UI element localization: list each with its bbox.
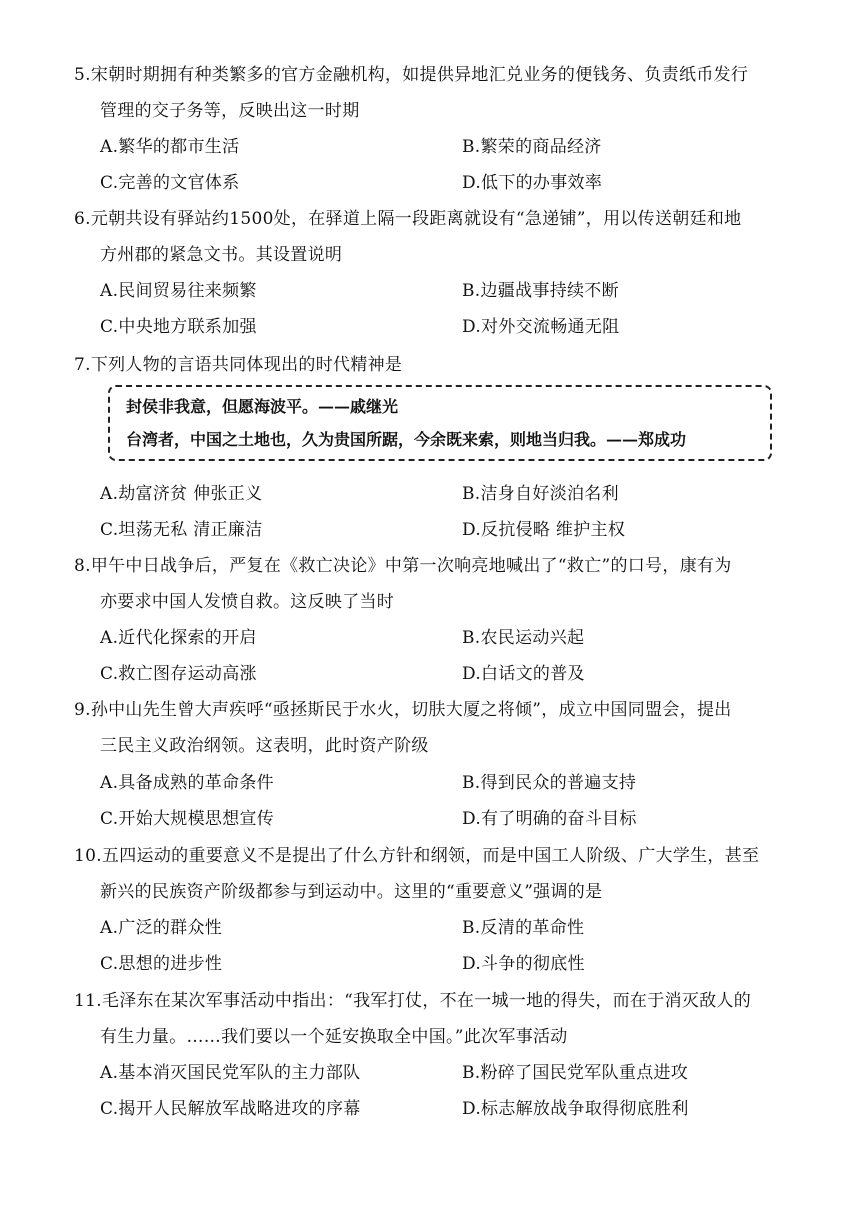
q5-option-a: A.繁华的都市生活 <box>100 137 240 157</box>
q6-option-d: D.对外交流畅通无阻 <box>462 317 620 337</box>
q10-option-c: C.思想的进步性 <box>100 954 223 974</box>
q7-option-a: A.劫富济贫 伸张正义 <box>100 484 263 504</box>
q10-stem-line2: 新兴的民族资产阶级都参与到运动中。这里的“重要意义”强调的是 <box>100 882 603 902</box>
q5-option-d: D.低下的办事效率 <box>462 173 603 193</box>
q5-option-c: C.完善的文官体系 <box>100 173 240 193</box>
q10-stem-line1: 10.五四运动的重要意义不是提出了什么方针和纲领，而是中国工人阶级、广大学生，甚至 <box>74 846 760 866</box>
q5-stem-line2: 管理的交子务等，反映出这一时期 <box>100 101 360 121</box>
q9-option-d: D.有了明确的奋斗目标 <box>462 809 637 829</box>
q6-stem-line2: 方州郡的紧急文书。其设置说明 <box>100 245 343 265</box>
quote-line-2: 台湾者，中国之土地也，久为贵国所踞，今余既来索，则地当归我。——郑成功 <box>126 430 687 449</box>
q6-option-a: A.民间贸易往来频繁 <box>100 281 257 301</box>
q9-stem-line1: 9.孙中山先生曾大声疾呼“亟拯斯民于水火，切肤大厦之将倾”，成立中国同盟会，提出 <box>74 700 732 720</box>
q11-stem-line2: 有生力量。……我们要以一个延安换取全中国。”此次军事活动 <box>100 1027 568 1047</box>
q11-stem-line1: 11.毛泽东在某次军事活动中指出：“我军打仗，不在一城一地的得失，而在于消灭敌人的 <box>74 991 752 1011</box>
q10-option-b: B.反清的革命性 <box>462 918 585 938</box>
q11-option-a: A.基本消灭国民党军队的主力部队 <box>100 1063 361 1083</box>
q7-option-d: D.反抗侵略 维护主权 <box>462 520 626 540</box>
quote-box <box>108 385 772 461</box>
q10-option-d: D.斗争的彻底性 <box>462 954 585 974</box>
q5-stem-line1: 5.宋朝时期拥有种类繁多的官方金融机构，如提供异地汇兑业务的便钱务、负责纸币发行 <box>74 65 749 85</box>
q8-option-a: A.近代化探索的开启 <box>100 628 257 648</box>
q8-option-b: B.农民运动兴起 <box>462 628 585 648</box>
q10-option-a: A.广泛的群众性 <box>100 918 223 938</box>
q8-stem-line2: 亦要求中国人发愤自救。这反映了当时 <box>100 592 395 612</box>
quote-line-1: 封侯非我意，但愿海波平。——戚继光 <box>126 397 399 416</box>
q11-option-d: D.标志解放战争取得彻底胜利 <box>462 1099 689 1119</box>
q6-option-b: B.边疆战事持续不断 <box>462 281 619 301</box>
q8-option-d: D.白话文的普及 <box>462 664 585 684</box>
q7-stem-line1: 7.下列人物的言语共同体现出的时代精神是 <box>74 355 403 375</box>
q7-option-c: C.坦荡无私 清正廉洁 <box>100 520 263 540</box>
q9-option-a: A.具备成熟的革命条件 <box>100 773 274 793</box>
q9-stem-line2: 三民主义政治纲领。这表明，此时资产阶级 <box>100 736 429 756</box>
q8-option-c: C.救亡图存运动高涨 <box>100 664 257 684</box>
q6-stem-line1: 6.元朝共设有驿站约1500处，在驿道上隔一段距离就设有“急递铺”，用以传送朝廷和地 <box>74 209 742 229</box>
q6-option-c: C.中央地方联系加强 <box>100 317 257 337</box>
q9-option-b: B.得到民众的普遍支持 <box>462 773 637 793</box>
q7-option-b: B.洁身自好淡泊名利 <box>462 484 619 504</box>
q5-option-b: B.繁荣的商品经济 <box>462 137 602 157</box>
q9-option-c: C.开始大规模思想宣传 <box>100 809 275 829</box>
q8-stem-line1: 8.甲午中日战争后，严复在《救亡决论》中第一次响亮地喊出了“救亡”的口号，康有为 <box>74 556 732 576</box>
q11-option-b: B.粉碎了国民党军队重点进攻 <box>462 1063 689 1083</box>
q11-option-c: C.揭开人民解放军战略进攻的序幕 <box>100 1099 361 1119</box>
